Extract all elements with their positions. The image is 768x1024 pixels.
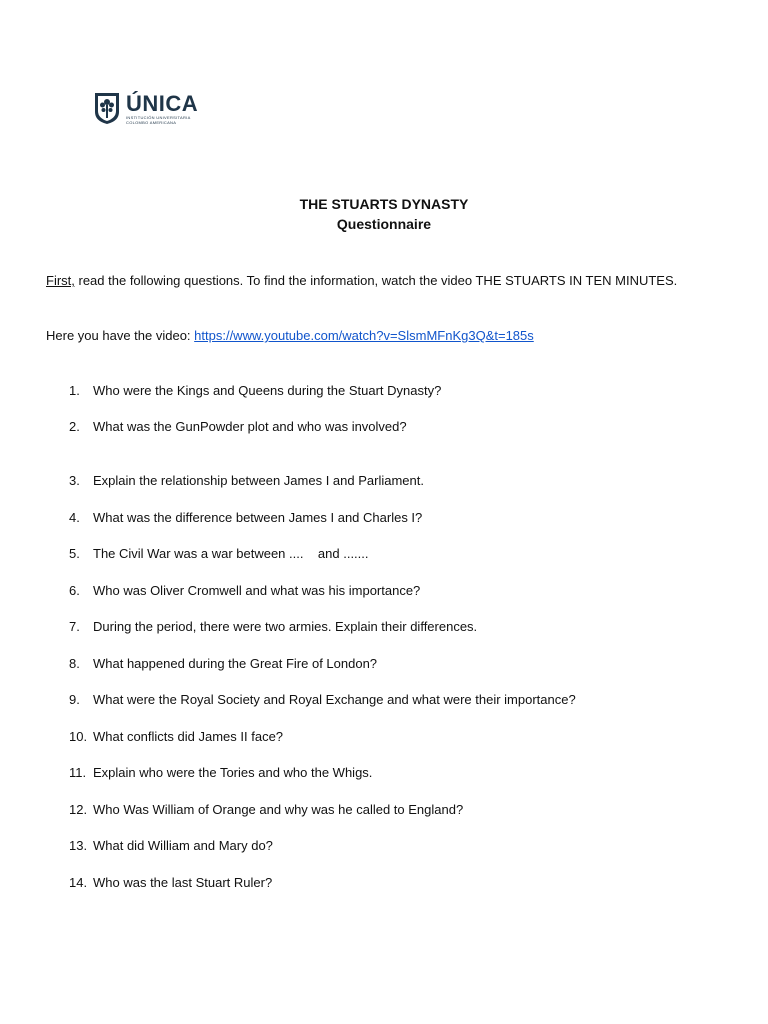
question-number: 6. [69, 583, 80, 598]
question-number: 4. [69, 510, 80, 525]
question-number: 14. [69, 875, 88, 890]
question-number: 1. [69, 383, 80, 398]
question-number: 12. [69, 802, 88, 817]
question-text: Who were the Kings and Queens during the Stuart Dynasty? [93, 383, 442, 398]
question-text: What conflicts did James II face? [93, 729, 284, 744]
question-number: 3. [69, 473, 80, 488]
shield-tree-icon [94, 92, 120, 125]
question-text: What happened during the Great Fire of London? [93, 656, 378, 671]
video-line [46, 327, 534, 345]
intro-paragraph [46, 272, 706, 290]
question-number: 9. [69, 692, 80, 707]
question-text: Who was the last Stuart Ruler? [93, 875, 273, 890]
question-number: 5. [69, 546, 80, 561]
unica-logo [94, 92, 204, 128]
question-text: The Civil War was a war between .... and ....... [93, 546, 369, 561]
logo-wordmark: ÚNICA [126, 91, 199, 116]
question-number: 7. [69, 619, 80, 634]
intro-text: read the following questions. To find the information, watch the video THE STUARTS IN TEN MINUTES. [74, 273, 678, 288]
video-label: Here you have the video: [46, 328, 195, 343]
question-text: What was the difference between James I and Charles I? [93, 510, 423, 525]
question-text: What did William and Mary do? [93, 838, 273, 853]
question-number: 11. [69, 765, 87, 780]
question-number: 2. [69, 419, 80, 434]
video-link[interactable]: https://www.youtube.com/watch?v=SlsmMFnKg3Q&t=185s [194, 328, 534, 343]
intro-lead: First, [46, 273, 75, 288]
question-text: Who was Oliver Cromwell and what was his importance? [93, 583, 421, 598]
question-text: Explain who were the Tories and who the Whigs. [93, 765, 373, 780]
logo-subtitle-line1: INSTITUCIÓN UNIVERSITARIA [126, 115, 191, 120]
question-text: What were the Royal Society and Royal Exchange and what were their importance? [93, 692, 576, 707]
question-number: 13. [69, 838, 88, 853]
document-title: THE STUARTS DYNASTY [299, 196, 469, 212]
question-text: Explain the relationship between James I and Parliament. [93, 473, 424, 488]
question-text: What was the GunPowder plot and who was involved? [93, 419, 407, 434]
question-number: 8. [69, 656, 80, 671]
logo-subtitle-line2: COLOMBO AMERICANA [126, 120, 177, 125]
document-subtitle: Questionnaire [336, 216, 432, 232]
question-text: Who Was William of Orange and why was he called to England? [93, 802, 464, 817]
question-number: 10. [69, 729, 88, 744]
logo-subtitle [126, 115, 191, 125]
question-text: During the period, there were two armies. Explain their differences. [93, 619, 478, 634]
